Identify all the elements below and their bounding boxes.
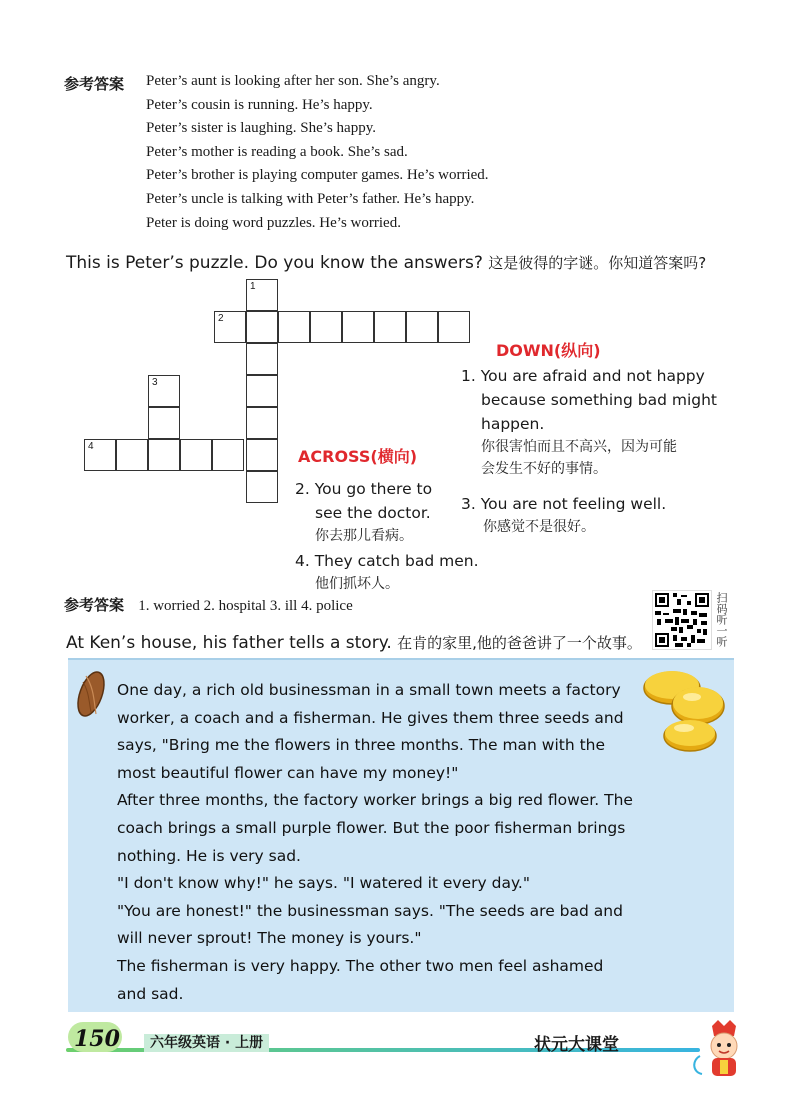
- story-text: [117, 677, 637, 1008]
- down-clue-3: [461, 492, 761, 538]
- story-paragraph: "You are honest!" the businessman says. "The seeds are bad and will never sprout! The money is yours.": [117, 901, 623, 948]
- answer-label: 参考答案: [64, 596, 125, 614]
- crossword-cell[interactable]: [406, 311, 438, 343]
- crossword-cell[interactable]: [84, 439, 116, 471]
- clue-translation: 会发生不好的事情。: [481, 461, 607, 477]
- clue-text: happen.: [481, 415, 545, 433]
- answer-line: Peter’s sister is laughing. She’s happy.: [146, 120, 376, 137]
- answer-line: Peter’s aunt is looking after her son. She’s angry.: [146, 73, 440, 89]
- crossword-cell[interactable]: [438, 311, 470, 343]
- clue-number: 1: [250, 281, 256, 292]
- story-paragraph: The fisherman is very happy. The other two men feel ashamed and sad.: [117, 956, 604, 1003]
- crossword-cell[interactable]: [212, 439, 244, 471]
- crossword-cell[interactable]: [148, 439, 180, 471]
- crossword-cell[interactable]: [246, 279, 278, 311]
- seed-icon: [74, 668, 108, 725]
- crossword-cell[interactable]: [310, 311, 342, 343]
- across-title: ACROSS(横向): [298, 447, 418, 466]
- crossword-cell[interactable]: [278, 311, 310, 343]
- crossword-cell[interactable]: [246, 343, 278, 375]
- crossword-cell[interactable]: [214, 311, 246, 343]
- answer-line: Peter’s cousin is running. He’s happy.: [146, 96, 373, 113]
- gold-coins-icon: [640, 666, 730, 761]
- story-paragraph: "I don't know why!" he says. "I watered it every day.": [117, 874, 530, 893]
- clue-number: 3: [152, 377, 158, 388]
- clue-translation: 他们抓坏人。: [315, 576, 399, 592]
- story-heading: [66, 632, 766, 653]
- across-clue-2: [295, 477, 465, 547]
- answer-label: 参考答案: [64, 75, 125, 93]
- answer-values: 1. worried 2. hospital 3. ill 4. police: [138, 598, 353, 614]
- clue-text: 2. You go there to: [295, 480, 433, 498]
- clue-text: 1. You are afraid and not happy: [461, 367, 705, 385]
- story-heading-zh: 在肯的家里,他的爸爸讲了一个故事。: [397, 634, 642, 652]
- answer-2: [64, 594, 353, 615]
- crossword-cell[interactable]: [246, 407, 278, 439]
- down-title: DOWN(纵向): [496, 341, 601, 360]
- down-clue-1: [461, 364, 761, 480]
- clue-text: 4. They catch bad men.: [295, 552, 479, 570]
- crossword-cell[interactable]: [246, 311, 278, 343]
- clue-number: 4: [88, 441, 94, 452]
- crossword-cell[interactable]: [246, 471, 278, 503]
- across-clue-4: [295, 549, 495, 595]
- answer-line: Peter’s uncle is talking with Peter’s father. He’s happy.: [146, 190, 475, 207]
- clue-text: because something bad might: [481, 391, 717, 409]
- answer-line: Peter’s brother is playing computer games. He’s worried.: [146, 167, 489, 184]
- clue-translation: 你感觉不是很好。: [483, 519, 595, 535]
- clue-text: 3. You are not feeling well.: [461, 495, 667, 513]
- clue-translation: 你去那儿看病。: [315, 528, 413, 544]
- answer-line: Peter’s mother is reading a book. She’s sad.: [146, 143, 408, 160]
- puzzle-heading-zh: 这是彼得的字谜。你知道答案吗?: [488, 254, 707, 272]
- story-paragraph: One day, a rich old businessman in a small town meets a factory worker, a coach and a fisherman. He gives them three seeds and says, "Bring me the flowers in three months. The man with the most beautiful flower can have my money!": [117, 681, 624, 782]
- crossword-cell[interactable]: [342, 311, 374, 343]
- crossword-cell[interactable]: [148, 375, 180, 407]
- clue-number: 2: [218, 313, 224, 324]
- story-paragraph: After three months, the factory worker brings a big red flower. The coach brings a small purple flower. But the poor fisherman brings nothing. He is very sad.: [117, 791, 633, 865]
- puzzle-heading-en: This is Peter’s puzzle. Do you know the answers?: [66, 253, 483, 273]
- answer-lines: [146, 70, 489, 235]
- brand-name: 状元大课堂: [534, 1035, 619, 1055]
- puzzle-heading: [66, 252, 766, 273]
- story-heading-en: At Ken’s house, his father tells a story.: [66, 633, 392, 653]
- clue-translation: 你很害怕而且不高兴，因为可能: [481, 439, 677, 455]
- answer-line: Peter is doing word puzzles. He’s worried.: [146, 214, 401, 231]
- page-number: 150: [74, 1026, 120, 1052]
- book-grade: 六年级英语 · 上册: [144, 1034, 269, 1052]
- clue-text: see the doctor.: [315, 504, 431, 522]
- crossword-cell[interactable]: [246, 375, 278, 407]
- crossword-cell[interactable]: [148, 407, 180, 439]
- crossword-cell[interactable]: [374, 311, 406, 343]
- qr-caption: 扫码听一听: [715, 592, 728, 647]
- crossword-cell[interactable]: [180, 439, 212, 471]
- crossword-cell[interactable]: [246, 439, 278, 471]
- crossword-cell[interactable]: [116, 439, 148, 471]
- mascot-icon: [690, 1020, 754, 1085]
